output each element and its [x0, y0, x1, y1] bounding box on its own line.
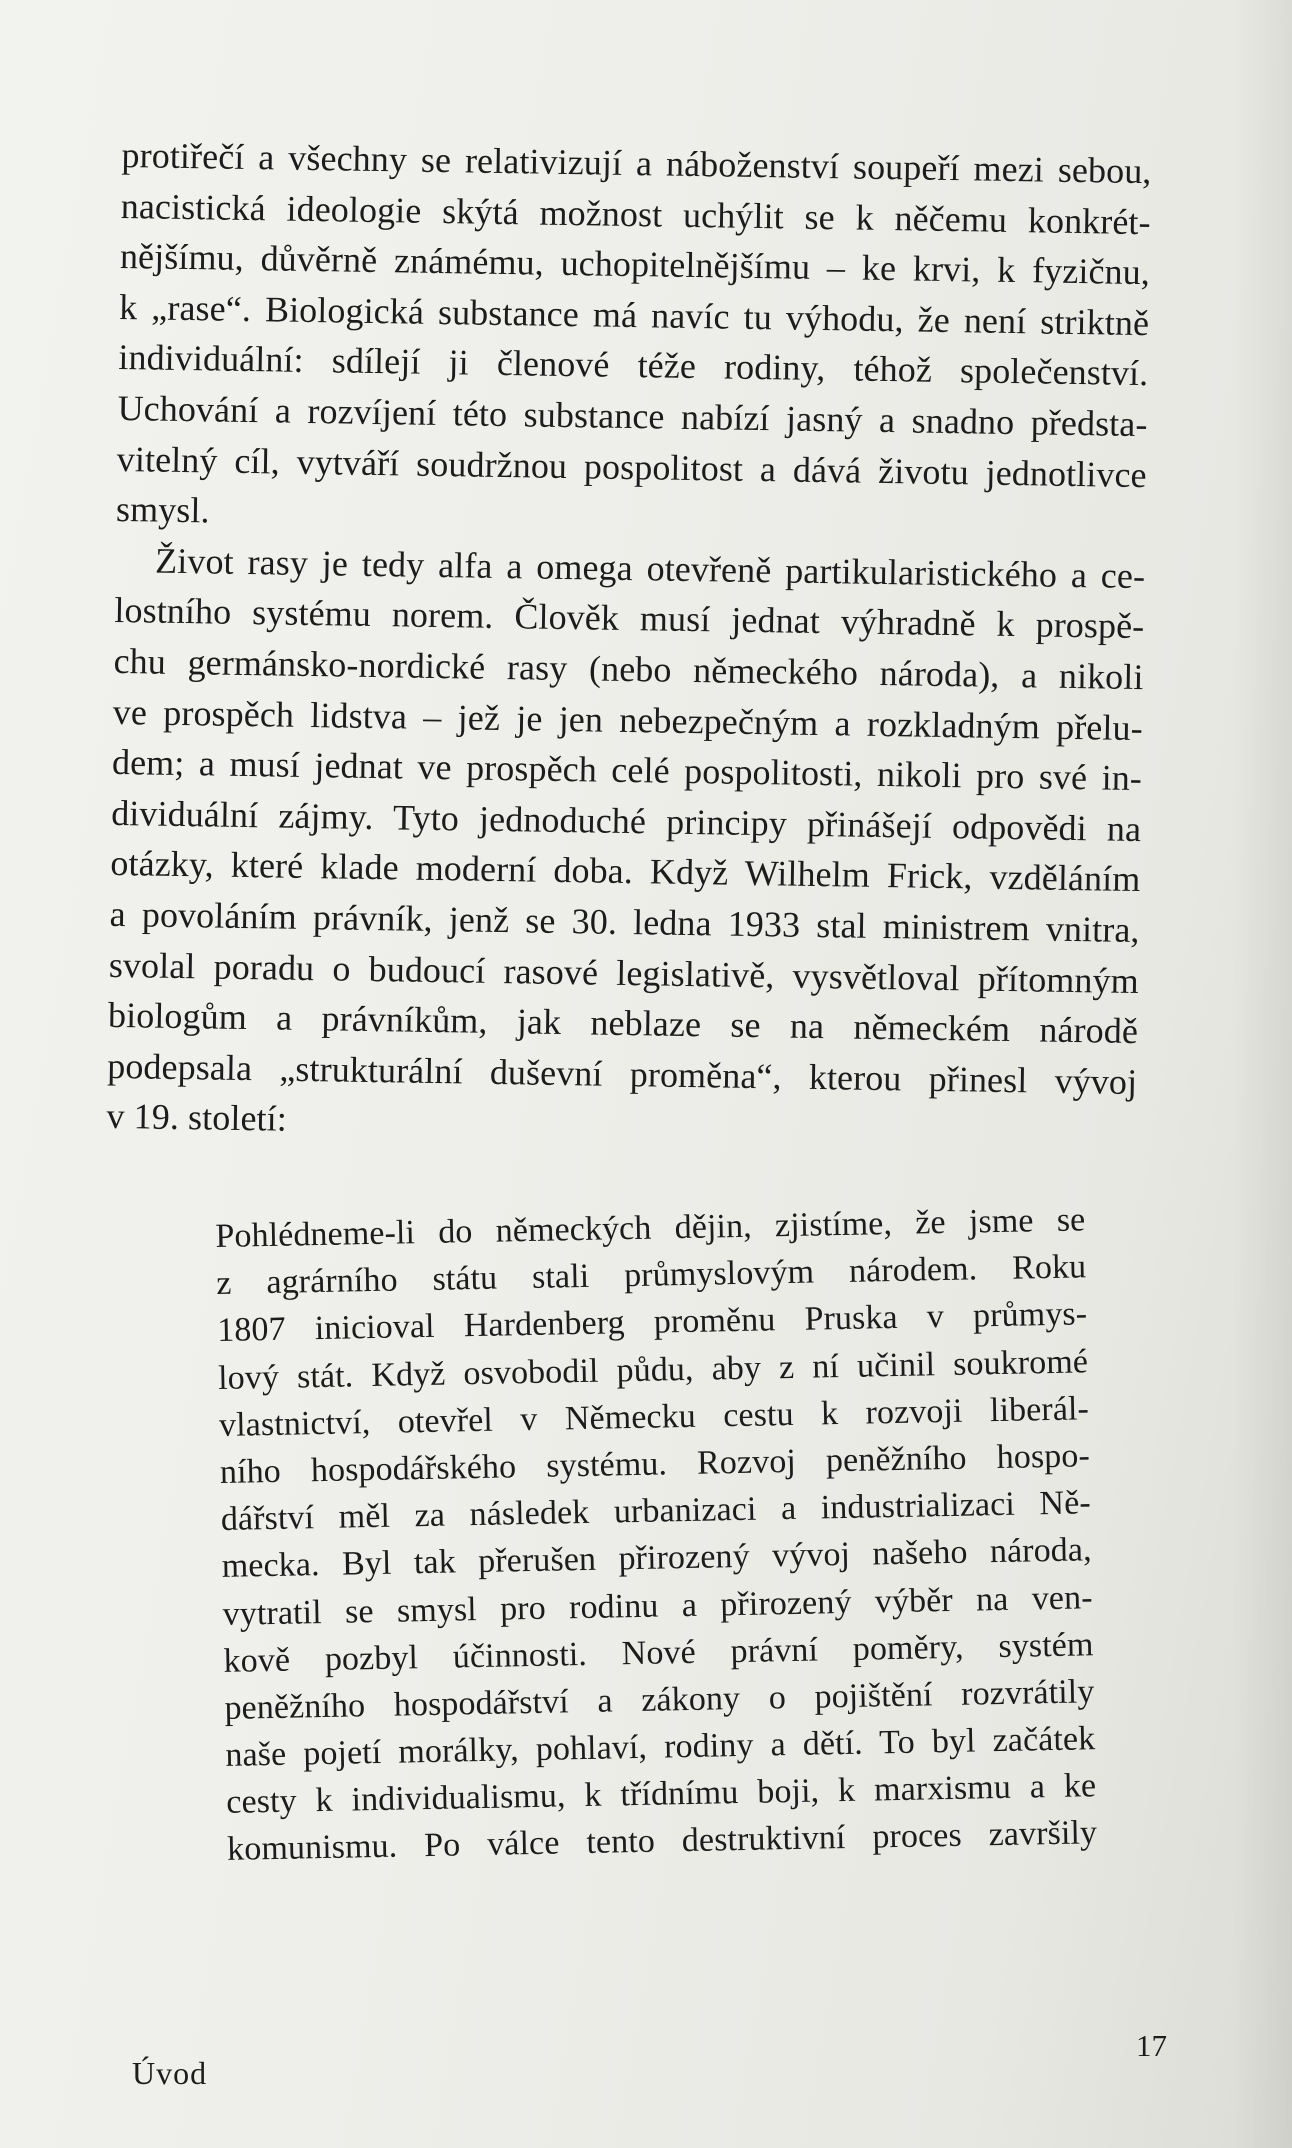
quote-line: vytratil se smysl pro rodinu a přirozený výběr na ven-: [222, 1578, 1093, 1633]
quote-line: dářství měl za následek urbanizaci a industrializaci Ně-: [220, 1484, 1092, 1539]
quote-line: mecka. Byl tak přerušen přirozený vývoj našeho národa,: [221, 1531, 1092, 1586]
text-line: otázky, které klade moderní doba. Když Wilhelm Frick, vzděláním: [110, 843, 1141, 900]
text-line: dem; a musí jednat ve prospěch celé pospolitosti, nikoli pro své in-: [111, 742, 1143, 799]
quote-line: komunismu. Po válce tento destruktivní proces završily: [226, 1814, 1098, 1869]
main-text: [106, 130, 1152, 1158]
text-line: Uchování a rozvíjení této substance nabízí jasný a snadno předsta-: [117, 387, 1148, 445]
text-line: svolal poradu o budoucí rasové legislativě, vysvětloval přítomným: [108, 944, 1140, 1001]
quote-line: z agrárního státu stali průmyslovým národem. Roku: [216, 1248, 1087, 1303]
text-line: smysl.: [115, 489, 210, 531]
quote-line: 1807 inicioval Hardenberg proměnu Pruska v průmys-: [216, 1295, 1088, 1350]
text-line: v 19. století:: [106, 1096, 288, 1139]
text-line: a povoláním právník, jenž se 30. ledna 1933 stal ministrem vnitra,: [109, 893, 1140, 950]
page-number: 17: [1136, 2028, 1167, 2063]
text-line: protiřečí a všechny se relativizují a náboženství soupeří mezi sebou,: [121, 134, 1152, 192]
running-footer-section: Úvod: [132, 2055, 208, 2091]
text-line: vitelný cíl, vytváří soudržnou pospolitost a dává životu jednotlivce: [116, 438, 1148, 495]
quote-line: naše pojetí morálky, pohlaví, rodiny a dětí. To byl začátek: [225, 1720, 1096, 1774]
text-line: nějšímu, důvěrně známému, uchopitelnějšímu – ke krvi, k fyzičnu,: [119, 236, 1151, 293]
text-line: individuální: sdílejí ji členové téže rodiny, téhož společenství.: [118, 337, 1149, 394]
quote-line: cesty k individualismu, k třídnímu boji, k marxismu a ke: [225, 1767, 1097, 1822]
text-line: dividuální zájmy. Tyto jednoduché principy přinášejí odpovědi na: [110, 792, 1142, 849]
text-line: chu germánsko-nordické rasy (nebo německého národa), a nikoli: [113, 640, 1144, 698]
quote-line: ního hospodářského systému. Rozvoj peněžního hospo-: [219, 1437, 1091, 1491]
quote-line: Pohlédneme-li do německých dějin, zjistíme, že jsme se: [215, 1201, 1086, 1255]
text-line: lostního systému norem. Člověk musí jednat výhradně k prospě-: [114, 590, 1145, 647]
text-line: nacistická ideologie skýtá možnost uchýlit se k něčemu konkrét-: [120, 185, 1151, 242]
text-line: Život rasy je tedy alfa a omega otevřeně partikularistického a ce-: [154, 540, 1146, 596]
block-quote: [215, 1196, 1098, 1873]
text-line: podepsala „strukturální duševní proměna“, kterou přinesl vývoj: [106, 1045, 1138, 1102]
quote-line: lový stát. Když osvobodil půdu, aby z ní učinil soukromé: [217, 1342, 1089, 1397]
text-line: biologům a právníkům, jak neblaze se na německém národě: [107, 994, 1139, 1052]
quote-line: peněžního hospodářství a zákony o pojištění rozvrátily: [224, 1673, 1095, 1727]
text-line: k „rase“. Biologická substance má navíc tu výhodu, že není striktně: [118, 286, 1150, 343]
quote-line: vlastnictví, otevřel v Německu cestu k rozvoji liberál-: [218, 1390, 1090, 1444]
text-line: ve prospěch lidstva – jež je jen nebezpečným a rozkladným přelu-: [112, 691, 1144, 748]
quote-line: kově pozbyl účinnosti. Nové právní poměry, systém: [223, 1625, 1094, 1680]
